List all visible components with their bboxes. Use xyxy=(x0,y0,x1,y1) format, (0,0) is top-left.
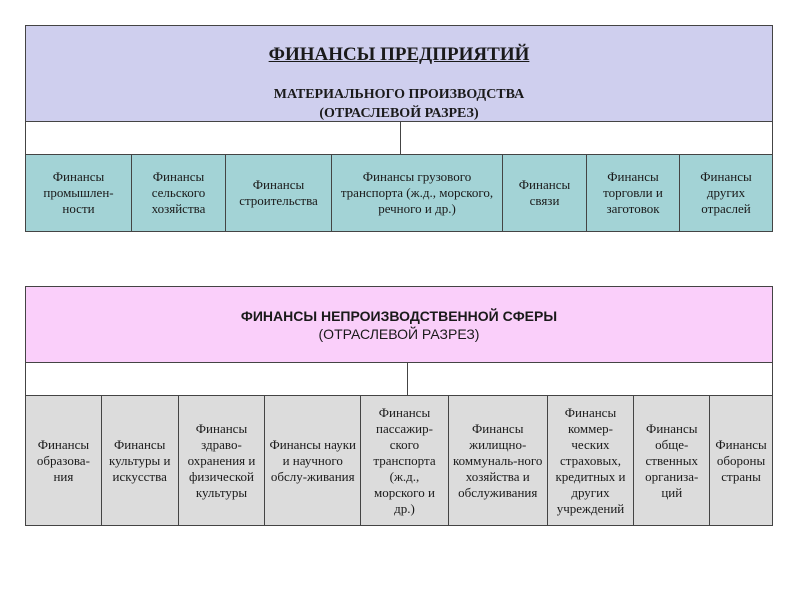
sector-cell-industry: Финансы промышлен-ности xyxy=(26,155,132,231)
sector-cell-education: Финансы образова-ния xyxy=(26,396,102,525)
non-production-header xyxy=(25,286,773,363)
material-production-connector xyxy=(25,122,773,155)
non-production-connector xyxy=(25,363,773,396)
sector-cell-trade: Финансы торговли и заготовок xyxy=(587,155,680,231)
sector-cell-healthcare: Финансы здраво-охранения и физической культуры xyxy=(179,396,266,525)
sector-cell-agriculture: Финансы сельского хозяйства xyxy=(132,155,226,231)
sector-cell-housing-utilities: Финансы жилищно-коммуналь-ного хозяйства и обслуживания xyxy=(449,396,548,525)
non-production-finance-block xyxy=(25,286,773,526)
enterprise-finance-title: ФИНАНСЫ ПРЕДПРИЯТИЙ xyxy=(268,44,530,65)
non-production-title: ФИНАНСЫ НЕПРОИЗВОДСТВЕННОЙ СФЕРЫ xyxy=(240,308,558,324)
sector-cell-public-organizations: Финансы обще-ственных организа-ций xyxy=(634,396,710,525)
sector-cell-culture: Финансы культуры и искусства xyxy=(102,396,179,525)
sector-cell-construction: Финансы строительства xyxy=(226,155,332,231)
sector-cell-defense: Финансы обороны страны xyxy=(715,436,767,484)
material-production-subtitle: МАТЕРИАЛЬНОГО ПРОИЗВОДСТВА xyxy=(273,87,525,102)
sector-cell-communications: Финансы связи xyxy=(503,155,587,231)
connector-line xyxy=(400,122,401,154)
sector-cell-passenger-transport: Финансы пассажир-ского транспорта (ж.д., морского и др.) xyxy=(361,396,449,525)
connector-line xyxy=(407,363,408,395)
non-production-subtitle: (ОТРАСЛЕВОЙ РАЗРЕЗ) xyxy=(318,326,480,342)
non-production-sectors-row xyxy=(25,396,773,526)
material-production-finance-block xyxy=(25,25,773,232)
material-production-header xyxy=(25,25,773,122)
sector-cell-commercial-institutions: Финансы коммер-ческих страховых, кредитных и других учреждений xyxy=(548,396,635,525)
sector-cell-freight-transport: Финансы грузового транспорта (ж.д., морского, речного и др.) xyxy=(332,155,503,231)
sector-cell-science: Финансы науки и научного обслу-живания xyxy=(265,396,361,525)
sector-cell-other: Финансы других отраслей xyxy=(700,169,752,216)
sector-breakdown-label: (ОТРАСЛЕВОЙ РАЗРЕЗ) xyxy=(319,106,479,121)
material-production-sectors-row xyxy=(25,155,773,232)
